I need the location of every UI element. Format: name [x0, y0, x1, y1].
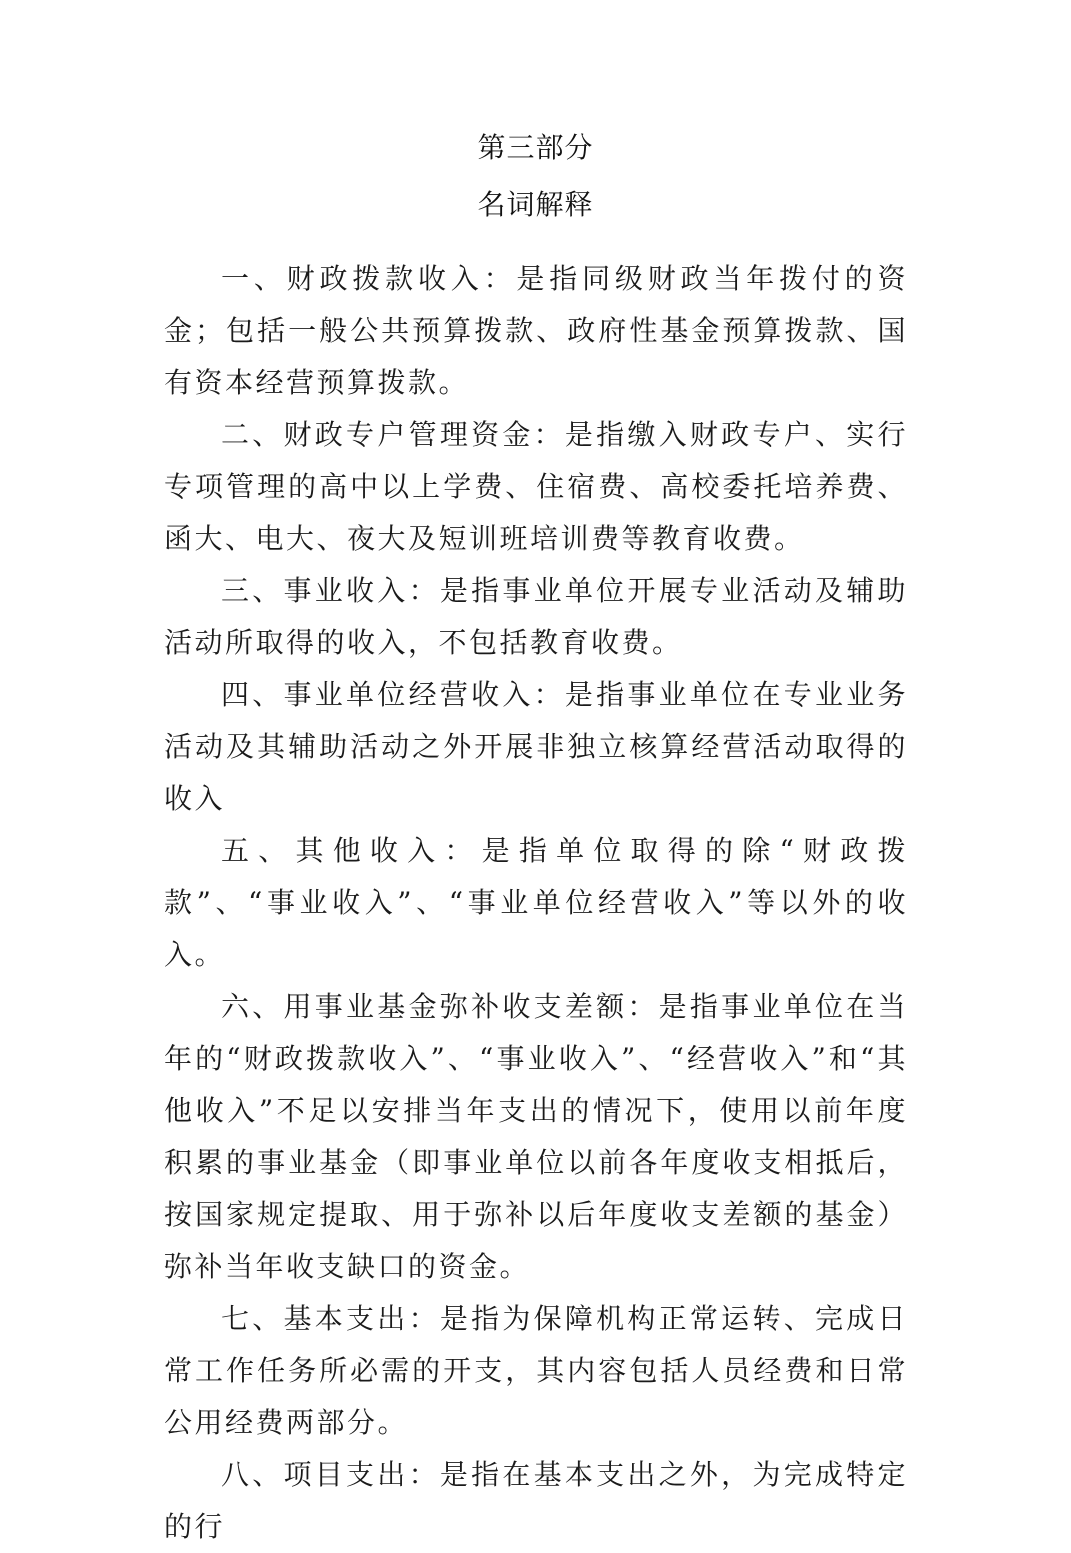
- definition-paragraph: 六、用事业基金弥补收支差额：是指事业单位在当年的“财政拨款收入”、“事业收入”、“经营收入”和“其他收入”不足以安排当年支出的情况下，使用以前年度积累的事业基金（即事业单位以前各年度收支相抵后，按国家规定提取、用于弥补以后年度收支差额的基金）弥补当年收支缺口的资金。: [164, 990, 908, 1283]
- part-title: 第三部分: [477, 131, 594, 164]
- definition-paragraph: 八、项目支出：是指在基本支出之外，为完成特定的行: [164, 1458, 908, 1543]
- definition-paragraph: 一、财政拨款收入：是指同级财政当年拨付的资金；包括一般公共预算拨款、政府性基金预算拨款、国有资本经营预算拨款。: [164, 262, 908, 399]
- definition-paragraph: 二、财政专户管理资金：是指缴入财政专户、实行专项管理的高中以上学费、住宿费、高校委托培养费、函大、电大、夜大及短训班培训费等教育收费。: [164, 418, 908, 555]
- section-title: 名词解释: [477, 188, 594, 221]
- definitions-body: [164, 253, 908, 1553]
- definition-paragraph: 七、基本支出：是指为保障机构正常运转、完成日常工作任务所必需的开支，其内容包括人员经费和日常公用经费两部分。: [164, 1302, 908, 1439]
- definition-paragraph: 五、其他收入：是指单位取得的除“财政拨款”、“事业收入”、“事业单位经营收入”等以外的收入。: [164, 834, 908, 971]
- definition-paragraph: 三、事业收入：是指事业单位开展专业活动及辅助活动所取得的收入，不包括教育收费。: [164, 574, 908, 659]
- definition-paragraph: 四、事业单位经营收入：是指事业单位在专业业务活动及其辅助活动之外开展非独立核算经营活动取得的收入: [164, 678, 908, 815]
